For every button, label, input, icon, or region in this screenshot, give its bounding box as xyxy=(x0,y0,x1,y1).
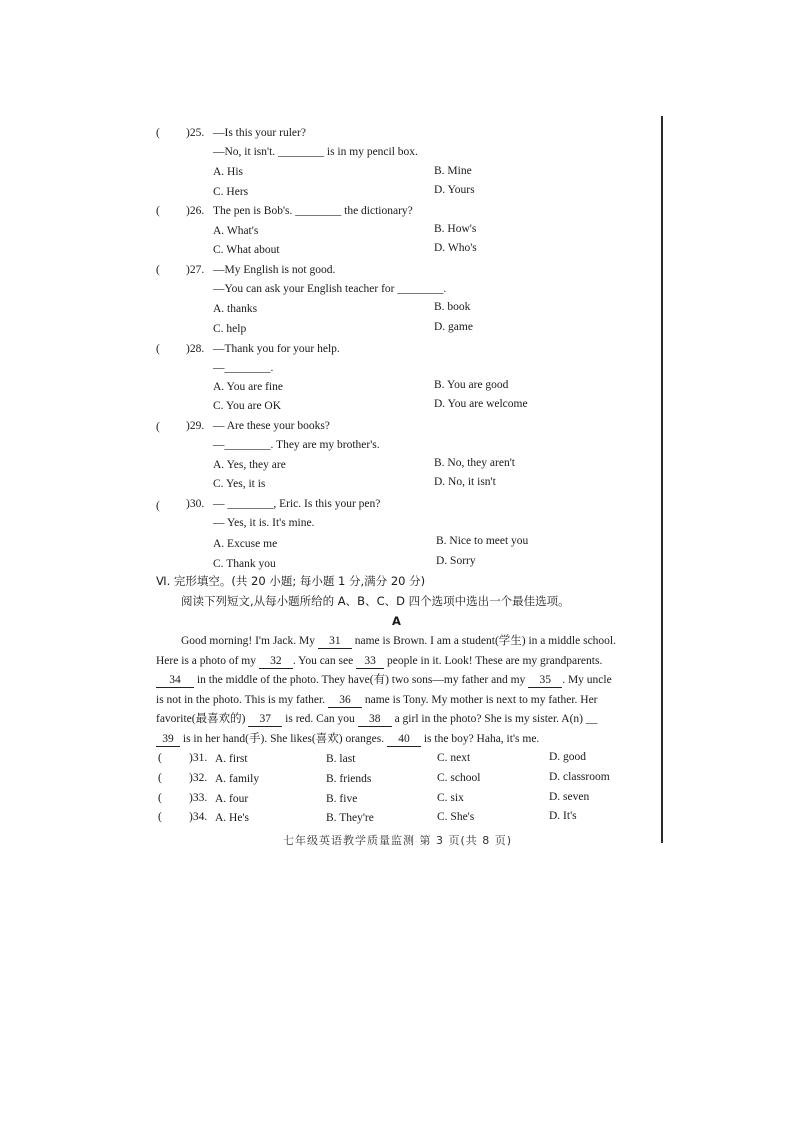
option-a: A. His xyxy=(213,166,244,178)
passage-line: 39 is in her hand(手). She likes(喜欢) oranges. 40 is the boy? Haha, it's me. xyxy=(156,730,636,750)
question-paren: ( xyxy=(156,500,160,512)
question-line: — Are these your books? xyxy=(213,420,330,432)
option-c: C. Hers xyxy=(213,186,249,198)
blank-36: 36 xyxy=(328,694,362,708)
passage-line: favorite(最喜欢的) 37 is red. Can you 38 a girl in the photo? She is my sister. A(n) __ xyxy=(156,713,598,726)
question-line: —You can ask your English teacher for ________. xyxy=(213,283,447,295)
question-line: —No, it isn't. ________ is in my pencil box. xyxy=(213,146,418,158)
question-number: )31. xyxy=(189,752,208,764)
cloze-passage xyxy=(156,632,636,750)
passage-line: Here is a photo of my 32 . You can see 33 people in it. Look! These are my grandparents. xyxy=(156,654,603,667)
blank-32: 32 xyxy=(259,655,293,669)
passage-line: is not in the photo. This is my father. 36 name is Tony. My mother is next to my father. Her xyxy=(156,693,598,706)
blank-38: 38 xyxy=(358,713,392,727)
question-line: — ________, Eric. Is this your pen? xyxy=(213,498,381,510)
blank-39: 39 xyxy=(156,733,180,747)
option-d: D. Who's xyxy=(434,242,477,254)
option-b: B. How's xyxy=(434,223,477,235)
question-line: The pen is Bob's. ________ the dictionary? xyxy=(213,205,413,217)
option-a: A. Excuse me xyxy=(213,538,278,550)
blank-31: 31 xyxy=(318,635,352,649)
question-paren: ( xyxy=(156,343,160,355)
section-title: Ⅵ. 完形填空。(共 20 小题; 每小题 1 分,满分 20 分) xyxy=(156,574,426,588)
option-b: B. friends xyxy=(326,773,372,785)
option-d: D. No, it isn't xyxy=(434,476,496,488)
question-paren: ( xyxy=(156,127,160,139)
option-a: A. He's xyxy=(215,812,250,824)
question-line: —________. They are my brother's. xyxy=(213,439,380,451)
question-number: )33. xyxy=(189,792,208,804)
option-d: D. good xyxy=(549,751,587,763)
question-paren: ( xyxy=(158,811,162,823)
option-d: D. You are welcome xyxy=(434,398,528,410)
question-number: )26. xyxy=(186,205,205,217)
option-d: D. Yours xyxy=(434,184,475,196)
option-d: D. It's xyxy=(549,810,577,822)
option-a: A. What's xyxy=(213,225,259,237)
option-a: A. four xyxy=(215,793,249,805)
option-b: B. You are good xyxy=(434,379,509,391)
option-d: D. classroom xyxy=(549,771,610,783)
blank-34: 34 xyxy=(156,674,194,688)
option-d: D. seven xyxy=(549,791,590,803)
option-c: C. help xyxy=(213,323,247,335)
question-line: —Thank you for your help. xyxy=(213,343,340,355)
question-line: —Is this your ruler? xyxy=(213,127,306,139)
question-number: )34. xyxy=(189,811,208,823)
option-b: B. five xyxy=(326,793,358,805)
option-c: C. Thank you xyxy=(213,558,276,570)
question-paren: ( xyxy=(156,421,160,433)
option-a: A. You are fine xyxy=(213,381,283,393)
option-a: A. Yes, they are xyxy=(213,459,286,471)
option-a: A. first xyxy=(215,753,248,765)
option-c: C. You are OK xyxy=(213,400,282,412)
question-number: )29. xyxy=(186,420,205,432)
option-c: C. She's xyxy=(437,811,475,823)
question-number: )28. xyxy=(186,343,205,355)
section-instruction: 阅读下列短文,从每小题所给的 A、B、C、D 四个选项中选出一个最佳选项。 xyxy=(181,594,570,608)
option-b: B. No, they aren't xyxy=(434,457,515,469)
option-c: C. Yes, it is xyxy=(213,478,266,490)
question-paren: ( xyxy=(156,264,160,276)
option-c: C. school xyxy=(437,772,481,784)
question-number: )32. xyxy=(189,772,208,784)
question-number: )27. xyxy=(186,264,205,276)
question-line: —My English is not good. xyxy=(213,264,336,276)
margin-rule xyxy=(661,116,663,843)
option-c: C. What about xyxy=(213,244,280,256)
question-number: )30. xyxy=(186,498,205,510)
option-d: D. Sorry xyxy=(436,555,476,567)
option-b: B. They're xyxy=(326,812,374,824)
option-a: A. thanks xyxy=(213,303,258,315)
passage-line: 34 in the middle of the photo. They have(有) two sons—my father and my 35 . My uncle xyxy=(156,671,636,691)
option-c: C. next xyxy=(437,752,471,764)
option-b: B. book xyxy=(434,301,471,313)
question-line: —________. xyxy=(213,362,274,374)
question-paren: ( xyxy=(158,772,162,784)
question-line: — Yes, it is. It's mine. xyxy=(213,517,315,529)
blank-37: 37 xyxy=(248,713,282,727)
option-b: B. Nice to meet you xyxy=(436,535,529,547)
blank-40: 40 xyxy=(387,733,421,747)
option-a: A. family xyxy=(215,773,260,785)
question-paren: ( xyxy=(158,792,162,804)
option-c: C. six xyxy=(437,792,464,804)
option-b: B. last xyxy=(326,753,356,765)
option-d: D. game xyxy=(434,321,473,333)
blank-33: 33 xyxy=(356,655,384,669)
option-b: B. Mine xyxy=(434,165,472,177)
question-paren: ( xyxy=(158,752,162,764)
passage-label: A xyxy=(392,614,401,628)
question-paren: ( xyxy=(156,205,160,217)
passage-line: Good morning! I'm Jack. My 31 name is Brown. I am a student(学生) in a middle school. xyxy=(181,635,617,647)
blank-35: 35 xyxy=(528,674,562,688)
page-footer: 七年级英语教学质量监测 第 3 页(共 8 页) xyxy=(283,834,513,847)
question-number: )25. xyxy=(186,127,205,139)
